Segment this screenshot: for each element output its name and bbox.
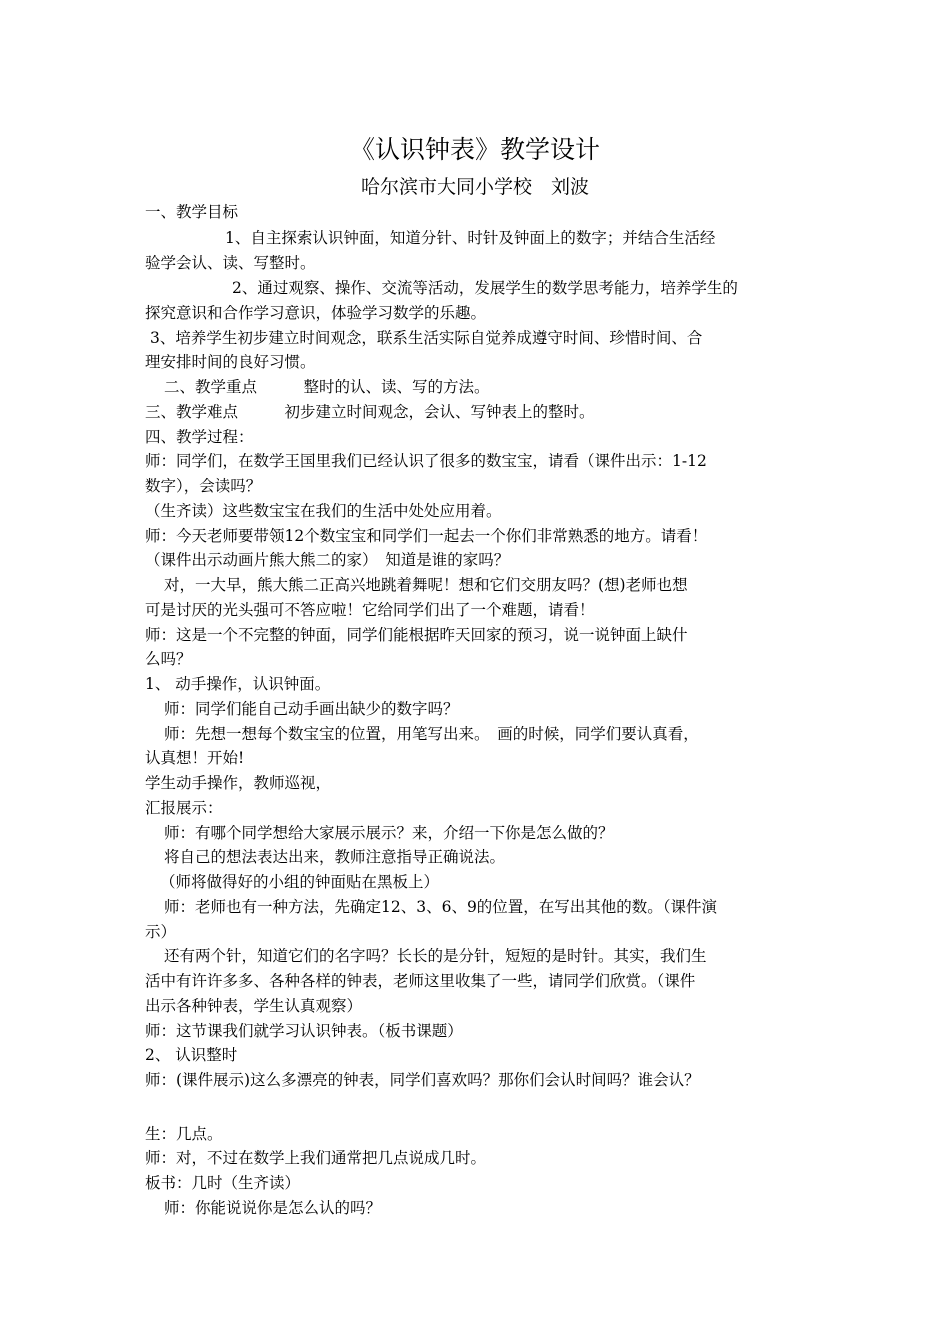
body-line: 板书：几时（生齐读） [145, 1174, 301, 1192]
body-line: 1、自主探索认识钟面，知道分针、时针及钟面上的数字；并结合生活经 [225, 229, 716, 247]
body-line: 数字），会读吗？ [145, 477, 262, 495]
body-line: 生：几点。 [145, 1125, 223, 1143]
body-line: 可是讨厌的光头强可不答应啦！它给同学们出了一个难题，请看！ [145, 601, 595, 619]
body-line: 师：这节课我们就学习认识钟表。（板书课题） [145, 1022, 463, 1040]
body-line: 3、培养学生初步建立时间观念，联系生活实际自觉养成遵守时间、珍惜时间、合 [150, 329, 703, 347]
body-line: 师：老师也有一种方法，先确定12、3、6、9的位置，在写出其他的数。（课件演 [164, 898, 718, 916]
section-heading-process: 四、教学过程： [145, 428, 254, 446]
body-line: 么吗？ [145, 650, 192, 668]
body-line: 师：对，不过在数学上我们通常把几点说成几时。 [145, 1149, 487, 1167]
body-line: 活中有许许多多、各种各样的钟表，老师这里收集了一些，请同学们欣赏。（课件 [145, 972, 696, 990]
body-line: 师：同学们，在数学王国里我们已经认识了很多的数宝宝，请看（课件出示：1-12 [145, 452, 707, 470]
document-title: 《认识钟表》教学设计 [349, 135, 600, 164]
body-line: 师：先想一想每个数宝宝的位置，用笔写出来。 画的时候，同学们要认真看， [164, 725, 699, 743]
author-line: 哈尔滨市大同小学校 刘波 [360, 176, 589, 198]
body-line: 出示各种钟表，学生认真观察） [145, 997, 363, 1015]
body-line: 理安排时间的良好习惯。 [145, 353, 316, 371]
section-heading-key-points: 二、教学重点 整时的认、读、写的方法。 [164, 378, 490, 396]
body-line: 认真想！开始! [145, 749, 245, 767]
body-line: （师将做得好的小组的钟面贴在黑板上） [160, 873, 440, 891]
body-line: 探究意识和合作学习意识，体验学习数学的乐趣。 [145, 304, 487, 322]
body-line: 师：(课件展示)这么多漂亮的钟表，同学们喜欢吗？那你们会认时间吗？谁会认？ [145, 1071, 700, 1089]
body-line: 师：这是一个不完整的钟面，同学们能根据昨天回家的预习，说一说钟面上缺什 [145, 626, 688, 644]
body-line: 验学会认、读、写整时。 [145, 254, 316, 272]
body-line: 学生动手操作，教师巡视， [145, 774, 332, 792]
body-line: 汇报展示： [145, 799, 223, 817]
body-line: 将自己的想法表达出来，教师注意指导正确说法。 [164, 848, 506, 866]
body-line: 师：有哪个同学想给大家展示展示？来，介绍一下你是怎么做的？ [164, 824, 614, 842]
section-heading-difficulties: 三、教学难点 初步建立时间观念，会认、写钟表上的整时。 [145, 403, 595, 421]
body-line: 师：今天老师要带领12个数宝宝和同学们一起去一个你们非常熟悉的地方。请看！ [145, 527, 708, 545]
body-line: 师：你能说说你是怎么认的吗？ [164, 1199, 382, 1217]
body-line: 对，一大早，熊大熊二正高兴地跳着舞呢！想和它们交朋友吗？(想)老师也想 [164, 576, 688, 594]
body-line: 师：同学们能自己动手画出缺少的数字吗？ [164, 700, 459, 718]
section-heading-objectives: 一、教学目标 [145, 203, 239, 221]
body-line: 示） [145, 923, 177, 941]
subsection-heading: 2、 认识整时 [145, 1046, 238, 1064]
body-line: （课件出示动画片熊大熊二的家） 知道是谁的家吗？ [145, 551, 510, 569]
subsection-heading: 1、 动手操作，认识钟面。 [145, 675, 331, 693]
body-line: 还有两个针，知道它们的名字吗？长长的是分针，短短的是时针。其实，我们生 [164, 947, 707, 965]
body-line: 2、通过观察、操作、交流等活动，发展学生的数学思考能力，培养学生的 [232, 279, 738, 297]
body-line: （生齐读）这些数宝宝在我们的生活中处处应用着。 [145, 502, 502, 520]
